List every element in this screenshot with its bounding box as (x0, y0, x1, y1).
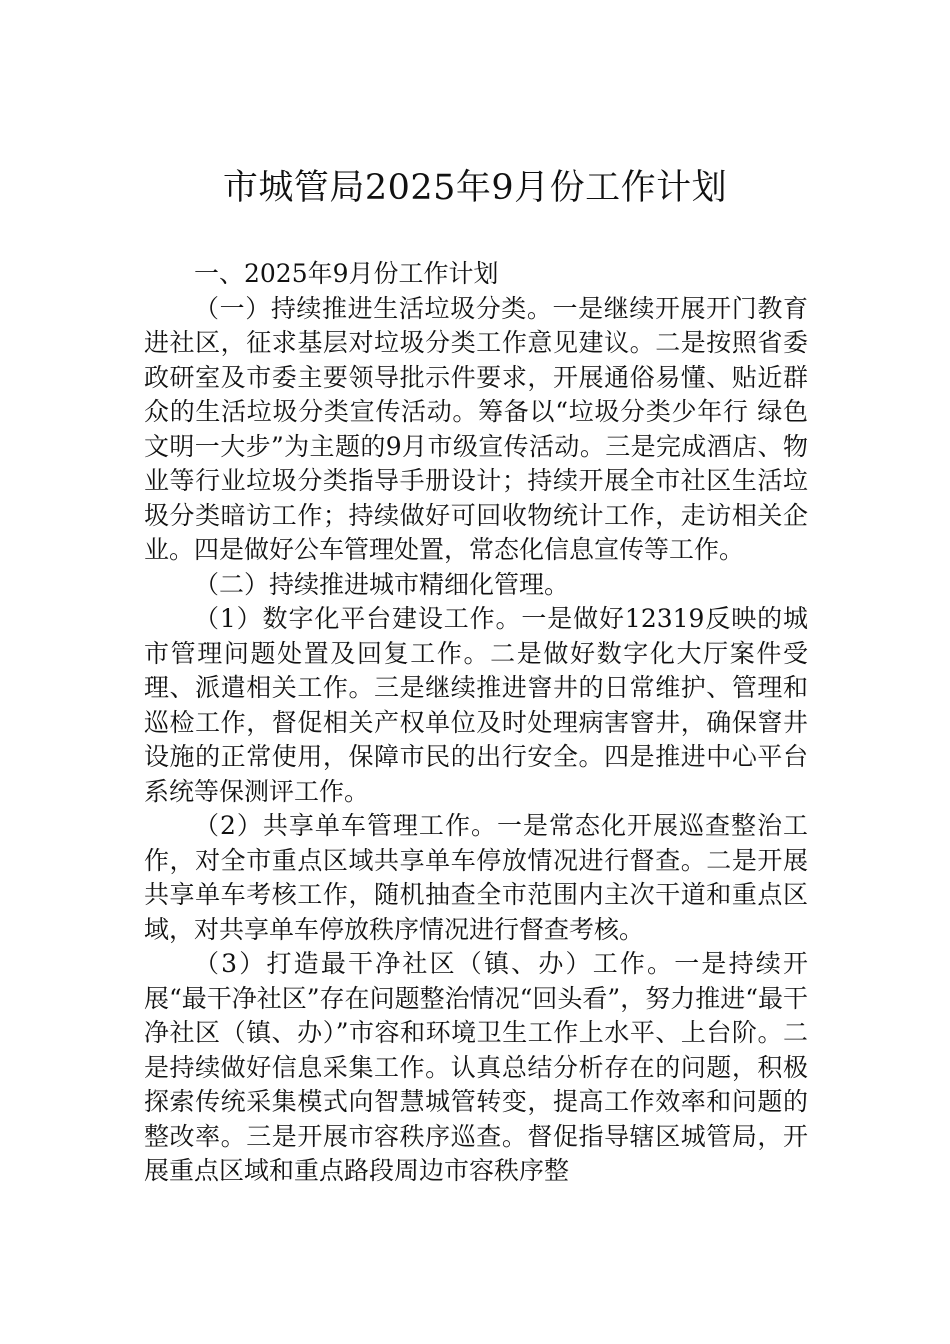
paragraph-garbage-sorting: （一）持续推进生活垃圾分类。一是继续开展开门教育进社区，征求基层对垃圾分类工作意见建议。二是按照省委政研室及市委主要领导批示件要求，开展通俗易懂、贴近群众的生活垃圾分类宣传活动。筹备以“垃圾分类少年行 绿色文明一大步”为主题的9月市级宣传活动。三是完成酒店、物业等行业垃圾分类指导手册设计；持续开展全市社区生活垃圾分类暗访工作；持续做好可回收物统计工作，走访相关企业。四是做好公车管理处置，常态化信息宣传等工作。 (144, 293, 808, 564)
paragraph-cleanest-community: （3）打造最干净社区（镇、办）工作。一是持续开展“最干净社区”存在问题整治情况“回头看”，努力推进“最干净社区（镇、办）”市容和环境卫生工作上水平、上台阶。二是持续做好信息采集工作。认真总结分析存在的问题，积极探索传统采集模式向智慧城管转变，提高工作效率和问题的整改率。三是开展市容秩序巡查。督促指导辖区城管局，开展重点区域和重点路段周边市容秩序整 (144, 949, 808, 1185)
section-heading: 一、2025年9月份工作计划 (194, 259, 499, 288)
paragraph-shared-bikes: （2）共享单车管理工作。一是常态化开展巡查整治工作，对全市重点区域共享单车停放情况进行督查。二是开展共享单车考核工作，随机抽查全市范围内主次干道和重点区域，对共享单车停放秩序情况进行督查考核。 (144, 811, 808, 944)
document-title: 市城管局2025年9月份工作计划 (222, 168, 728, 208)
paragraph-digital-platform: （1）数字化平台建设工作。一是做好12319反映的城市管理问题处置及回复工作。二是做好数字化大厅案件受理、派遣相关工作。三是继续推进窨井的日常维护、管理和巡检工作，督促相关产权单位及时处理病害窨井，确保窨井设施的正常使用，保障市民的出行安全。四是推进中心平台系统等保测评工作。 (144, 604, 808, 806)
document-body (144, 257, 808, 1189)
paragraph-fine-management: （二）持续推进城市精细化管理。 (194, 569, 570, 599)
